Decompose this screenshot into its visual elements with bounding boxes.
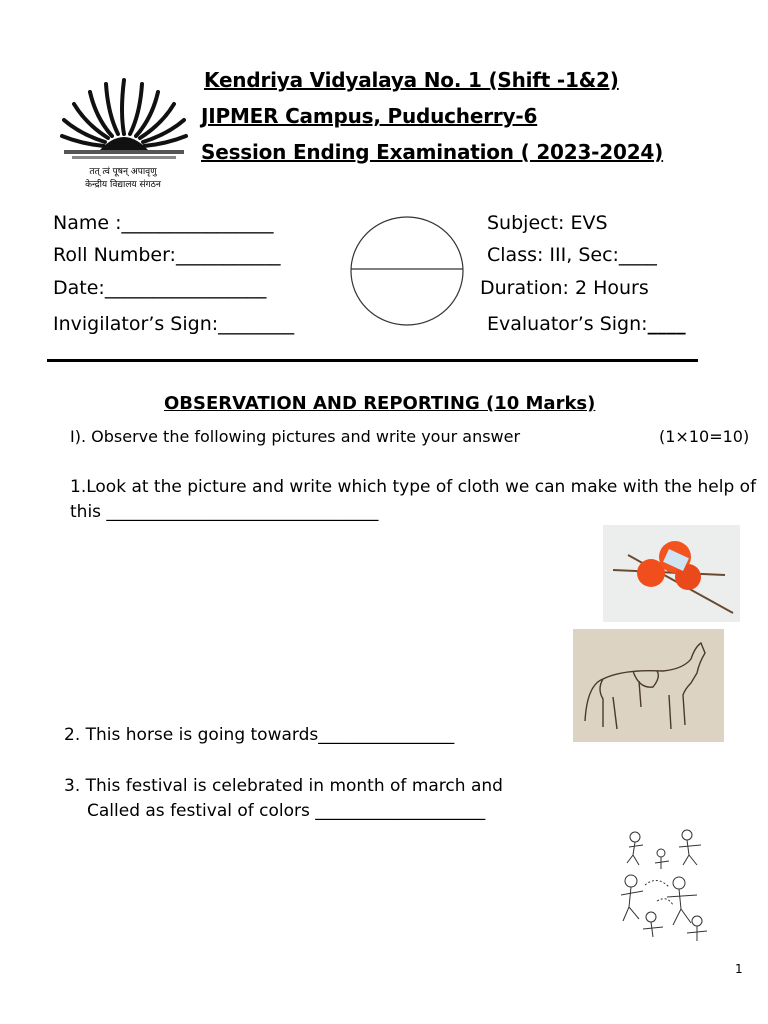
logo-org-name: केन्द्रीय विद्यालय संगठन xyxy=(85,180,161,190)
duration-field: Duration: 2 Hours xyxy=(480,277,649,299)
section-title: OBSERVATION AND REPORTING (10 Marks) xyxy=(164,393,596,414)
question-3-line-2: Called as festival of colors ____________________ xyxy=(87,801,486,821)
section-instruction: I). Observe the following pictures and write your answer xyxy=(70,427,521,446)
sun-rays-icon xyxy=(58,72,190,162)
holi-festival-image xyxy=(617,825,712,945)
wool-yarn-image xyxy=(603,525,740,622)
evaluator-sign-label: Evaluator’s Sign: xyxy=(487,313,648,335)
question-1-line-2: this ________________________________ xyxy=(70,502,379,522)
kvs-logo xyxy=(58,72,190,190)
holi-children-icon xyxy=(617,825,712,945)
logo-motto: तत् त्वं पूषन् अपावृणु xyxy=(89,167,157,177)
invigilator-sign-field: Invigilator’s Sign:________ xyxy=(53,313,295,335)
question-3-line-1: 3. This festival is celebrated in month of march and xyxy=(64,776,503,796)
evaluator-sign-blank: ____ xyxy=(647,313,686,335)
school-name: Kendriya Vidyalaya No. 1 (Shift -1&2) xyxy=(204,68,619,92)
wool-yarn-icon xyxy=(603,525,740,622)
class-field: Class: III, Sec:____ xyxy=(487,244,657,266)
name-field: Name :________________ xyxy=(53,212,274,234)
horse-icon xyxy=(573,629,724,742)
header-divider xyxy=(47,359,698,362)
section-marks: (1×10=10) xyxy=(659,427,750,446)
exam-title: Session Ending Examination ( 2023-2024) xyxy=(201,140,664,164)
campus-name: JIPMER Campus, Puducherry-6 xyxy=(201,104,538,128)
question-2: 2. This horse is going towards________________ xyxy=(64,725,455,745)
marks-circle xyxy=(349,215,465,327)
roll-number-field: Roll Number:___________ xyxy=(53,244,281,266)
page-number: 1 xyxy=(735,962,743,976)
subject-field: Subject: EVS xyxy=(487,212,608,234)
evaluator-sign-field xyxy=(487,313,686,335)
date-field: Date:_________________ xyxy=(53,277,267,299)
question-1-line-1: 1.Look at the picture and write which type of cloth we can make with the help of xyxy=(70,477,757,497)
horse-sketch-image xyxy=(573,629,724,742)
